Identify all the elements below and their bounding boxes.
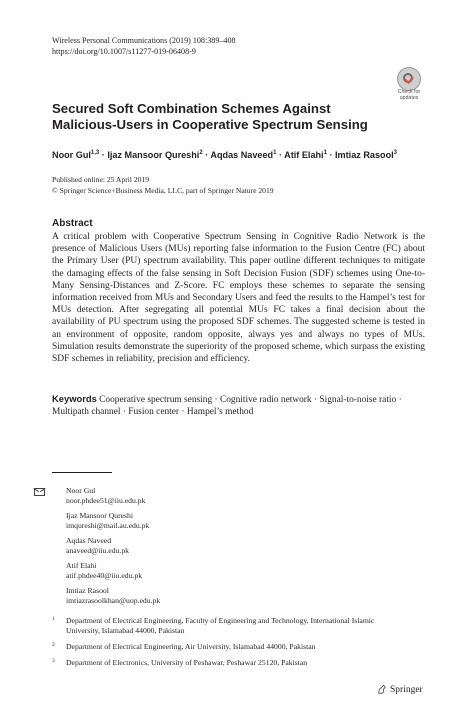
author-affil-ref: 1,3 <box>90 150 100 156</box>
affiliation-text: Department of Electrical Engineering, Air University, Islamabad 44000, Pakistan <box>66 642 316 651</box>
contact-entry <box>66 511 149 531</box>
copyright-notice: © Springer Science+Business Media, LLC, part of Springer Nature 2019 <box>52 185 274 195</box>
check-for-updates-badge[interactable] <box>394 67 424 103</box>
abstract-text: A critical problem with Cooperative Spectrum Sensing in Cognitive Radio Network is the presence of Malicious Users (MUs) reporting false information to the Fusion Centre (FC) about the Primary User (PU) spectrum availability. This paper outline different techniques to mitigate the damaging effects of the false sensing in Soft Decision Fusion (SDF) schemes using One-to-Many Sensing-Distances and Z-Score. FC employs these schemes to separate the sensing information received from MUs and Secondary Users and feed the results to the Hampel’s test for MUs detection. After segregating all potential MUs FC takes a final decision about the availability of PU spectrum using the proposed SDF schemes. The suggested scheme is tested in an environment of opposite, random opposite, always yes and always no types of MUs. Simulation results demonstrate the superiority of the proposed scheme, which surpass the existing SDF schemes in reliability, precision and efficiency. <box>52 232 425 365</box>
author-name[interactable]: Aqdas Naveed <box>210 150 274 161</box>
contact-name: Imtiaz Rasool <box>66 586 109 595</box>
contact-entry <box>66 486 145 506</box>
author-affil-ref: 3 <box>393 150 397 156</box>
affiliation-number: 1 <box>52 616 55 622</box>
badge-line-1: Check for <box>397 89 421 95</box>
springer-horse-icon <box>376 684 387 695</box>
author-name[interactable]: Atif Elahi <box>284 150 324 161</box>
contact-email[interactable]: anaveed@iiu.edu.pk <box>66 546 130 555</box>
contact-name: Aqdas Naveed <box>66 536 112 545</box>
keywords-label: Keywords <box>52 393 97 404</box>
affiliation-number: 3 <box>52 658 55 664</box>
contact-entry <box>66 561 142 581</box>
abstract-heading: Abstract <box>52 218 93 229</box>
publisher-logo <box>376 684 423 695</box>
contact-email[interactable]: atif.phdee40@iiu.edu.pk <box>66 571 143 580</box>
keywords-section <box>52 393 425 418</box>
author-affil-ref: 1 <box>323 150 327 156</box>
author-list: Noor Gul$^{1,3}$ · Ijaz Mansoor Qureshi$^2$ · Aqdas Naveed$^1$ · Atif Elahi$^1$ · Imtiaz Rasool$^3$ <box>52 150 397 161</box>
publication-info <box>52 175 274 196</box>
badge-line-2: updates <box>399 95 419 101</box>
author-affil-ref: 1 <box>273 150 277 156</box>
journal-citation: Wireless Personal Communications (2019) 108:389–408 <box>52 36 236 45</box>
contact-entry <box>66 586 160 606</box>
keywords-text: Cooperative spectrum sensing · Cognitive radio network · Signal-to-noise ratio · Multipath channel · Fusion center · Hampel’s method <box>52 395 402 418</box>
contact-email[interactable]: noor.phdee51@iiu.edu.pk <box>66 496 146 505</box>
publisher-name: Springer <box>390 684 423 695</box>
affiliation-text: Department of Electrical Engineering, Faculty of Engineering and Technology, International Islamic University, Islamabad 44000, Pakistan <box>66 616 375 635</box>
journal-header <box>52 35 236 57</box>
contact-email[interactable]: imqureshi@mail.au.edu.pk <box>66 521 150 530</box>
paper-title: Secured Soft Combination Schemes Against Malicious‑Users in Cooperative Spectrum Sensing <box>52 101 368 132</box>
footnote-rule <box>52 472 112 473</box>
affiliation-text: Department of Electronics, University of Peshawar, Peshawar 25120, Pakistan <box>66 658 308 667</box>
affiliation-number: 2 <box>52 642 55 648</box>
contact-name: Ijaz Mansoor Qureshi <box>66 511 134 520</box>
contact-name: Noor Gul <box>66 486 96 495</box>
author-name[interactable]: Noor Gul <box>52 150 91 161</box>
contact-entry <box>66 536 129 556</box>
contact-email[interactable]: imtiazrasoolkhan@uop.edu.pk <box>66 596 161 605</box>
check-for-updates-icon <box>397 67 421 91</box>
author-name[interactable]: Imtiaz Rasool <box>335 150 394 161</box>
author-affil-ref: 2 <box>199 150 203 156</box>
published-date: Published online: 25 April 2019 <box>52 175 150 184</box>
doi-link[interactable]: https://doi.org/10.1007/s11277-019-06408-9 <box>52 47 196 56</box>
contact-name: Atif Elahi <box>66 561 97 570</box>
author-name[interactable]: Ijaz Mansoor Qureshi <box>107 150 200 161</box>
envelope-icon <box>34 488 45 496</box>
